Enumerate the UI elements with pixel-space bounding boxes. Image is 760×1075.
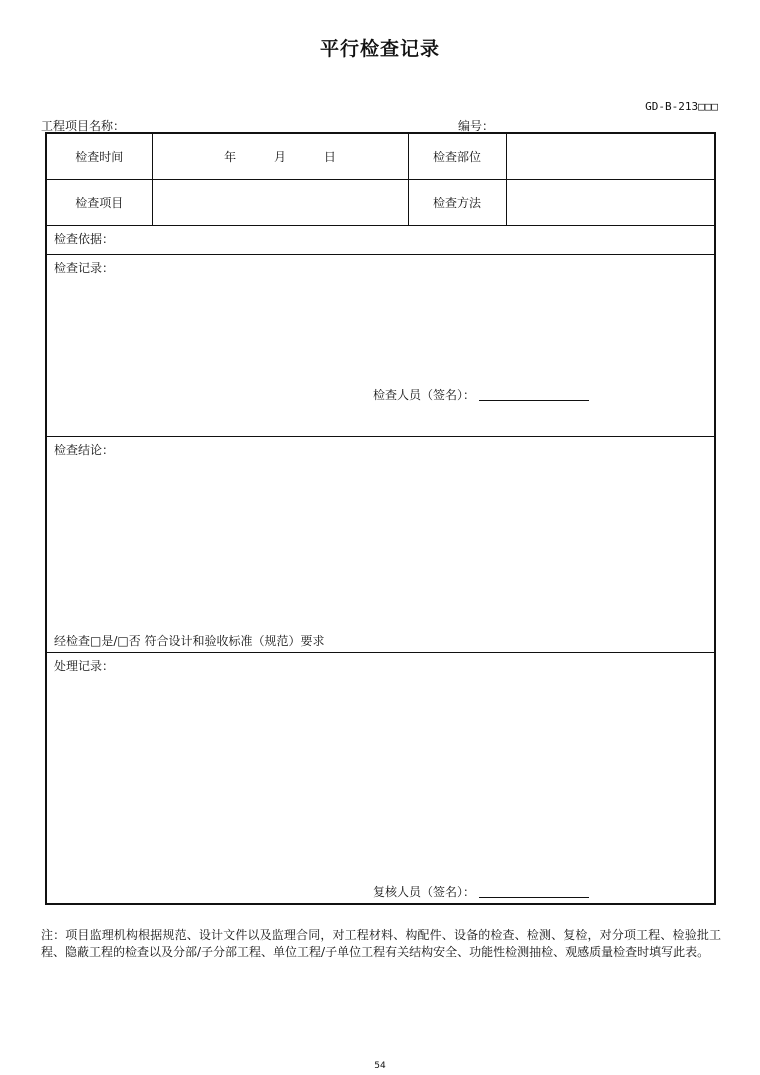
check-item-label: 检查项目 (46, 180, 152, 226)
check-method-field[interactable] (506, 180, 715, 226)
conclusion-statement: 经检查□是/□否 符合设计和验收标准（规范）要求 (54, 634, 325, 648)
conclusion-label: 检查结论： (54, 443, 115, 457)
check-part-label: 检查部位 (408, 133, 506, 180)
record-label: 检查记录： (54, 261, 115, 275)
check-time-field[interactable] (152, 133, 408, 180)
basis-label: 检查依据： (54, 232, 115, 246)
date-year-label: 年 (224, 150, 237, 164)
check-item-row (46, 180, 715, 226)
form-note: 注：项目监理机构根据规范、设计文件以及监理合同，对工程材料、构配件、设备的检查、检测、复检，对分项工程、检验批工程、隐蔽工程的检查以及分部/子分部工程、单位工程/子单位工程有关结构安全、功能性检测抽检、观感质量检查时填写此表。 (41, 928, 721, 959)
check-method-label: 检查方法 (408, 180, 506, 226)
handling-label: 处理记录： (54, 659, 115, 673)
reviewer-sign-label: 复核人员（签名）： (373, 885, 476, 899)
inspector-sign-label: 检查人员（签名）： (373, 388, 476, 402)
check-time-label: 检查时间 (46, 133, 152, 180)
conclusion-field[interactable] (46, 437, 715, 653)
reviewer-signature (373, 883, 589, 900)
basis-field[interactable] (46, 226, 715, 255)
conclusion-row (46, 437, 715, 653)
handling-row (46, 653, 715, 905)
project-name-label: 工程项目名称： (41, 119, 126, 133)
inspector-sign-line[interactable] (479, 399, 589, 401)
reviewer-sign-line[interactable] (479, 896, 589, 898)
number-label: 编号： (458, 119, 495, 133)
basis-row (46, 226, 715, 255)
inspector-signature (373, 386, 589, 403)
date-day-label: 日 (323, 150, 336, 164)
handling-field[interactable] (46, 653, 715, 905)
check-time-row (46, 133, 715, 180)
check-item-field[interactable] (152, 180, 408, 226)
inspection-form-table (45, 132, 716, 905)
form-code: GD-B-213□□□ (645, 100, 718, 113)
record-field[interactable] (46, 255, 715, 437)
page-title: 平行检查记录 (319, 38, 440, 60)
date-month-label: 月 (273, 150, 286, 164)
page-number: 54 (374, 1061, 386, 1071)
record-row (46, 255, 715, 437)
check-part-field[interactable] (506, 133, 715, 180)
